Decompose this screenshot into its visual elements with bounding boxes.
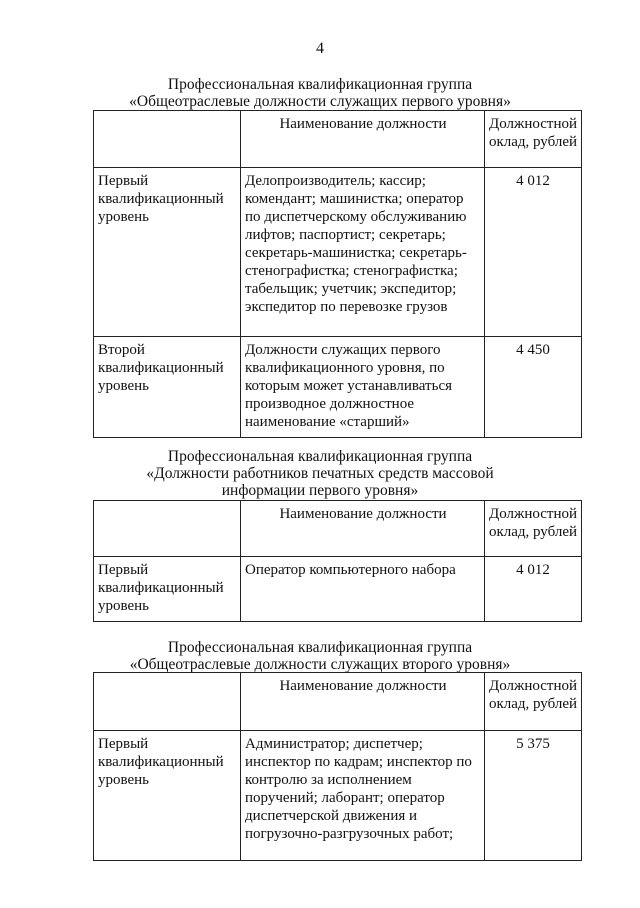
group-title-line: «Общеотраслевые должности служащих первого уровня» — [129, 93, 511, 110]
group-title-2 — [0, 448, 640, 499]
header-salary-cell: Должностной оклад, рублей — [485, 673, 582, 731]
table-row — [94, 168, 582, 337]
position-names-cell: Делопроизводитель; кассир; комендант; машинистка; оператор по диспетчерскому обслуживанию лифтов; паспортист; секретарь; секретарь-машинистка; секретарь-стенографистка; стенографистка; табельщик; учетчик; экспедитор; экспедитор по перевозке грузов — [241, 168, 485, 337]
group-title-line: «Должности работников печатных средств массовой — [146, 465, 494, 482]
salary-cell: 5 375 — [485, 731, 582, 861]
level-cell: Первый квалификационный уровень — [94, 557, 241, 622]
table-row — [94, 557, 582, 622]
position-table-2 — [93, 500, 582, 622]
header-salary-cell: Должностной оклад, рублей — [485, 111, 582, 168]
table-row — [94, 337, 582, 438]
position-table-1 — [93, 110, 582, 438]
table-header-row — [94, 111, 582, 168]
header-name-cell: Наименование должности — [241, 111, 485, 168]
level-cell: Второй квалификационный уровень — [94, 337, 241, 438]
group-title-line: Профессиональная квалификационная группа — [167, 76, 473, 93]
group-title-line: Профессиональная квалификационная группа — [167, 448, 473, 465]
header-name-cell: Наименование должности — [241, 673, 485, 731]
level-cell: Первый квалификационный уровень — [94, 731, 241, 861]
group-title-1 — [0, 76, 640, 110]
group-title-line: «Общеотраслевые должности служащих второго уровня» — [129, 656, 511, 673]
header-salary-cell: Должностной оклад, рублей — [485, 501, 582, 557]
salary-cell: 4 450 — [485, 337, 582, 438]
group-title-line: Профессиональная квалификационная группа — [167, 639, 473, 656]
header-level-cell — [94, 111, 241, 168]
table-header-row — [94, 501, 582, 557]
salary-cell: 4 012 — [485, 168, 582, 337]
level-cell: Первый квалификационный уровень — [94, 168, 241, 337]
group-title-3 — [0, 639, 640, 673]
salary-cell: 4 012 — [485, 557, 582, 622]
position-names-cell: Должности служащих первого квалификационного уровня, по которым может устанавливаться производное должностное наименование «старший» — [241, 337, 485, 438]
position-table-3 — [93, 672, 582, 861]
table-row — [94, 731, 582, 861]
header-level-cell — [94, 501, 241, 557]
table-header-row — [94, 673, 582, 731]
position-names-cell: Администратор; диспетчер; инспектор по кадрам; инспектор по контролю за исполнением поручений; лаборант; оператор диспетчерской движения и погрузочно-разгрузочных работ; — [241, 731, 485, 861]
position-names-cell: Оператор компьютерного набора — [241, 557, 485, 622]
header-name-cell: Наименование должности — [241, 501, 485, 557]
group-title-line: информации первого уровня» — [221, 482, 419, 499]
page-number: 4 — [316, 40, 324, 57]
header-level-cell — [94, 673, 241, 731]
